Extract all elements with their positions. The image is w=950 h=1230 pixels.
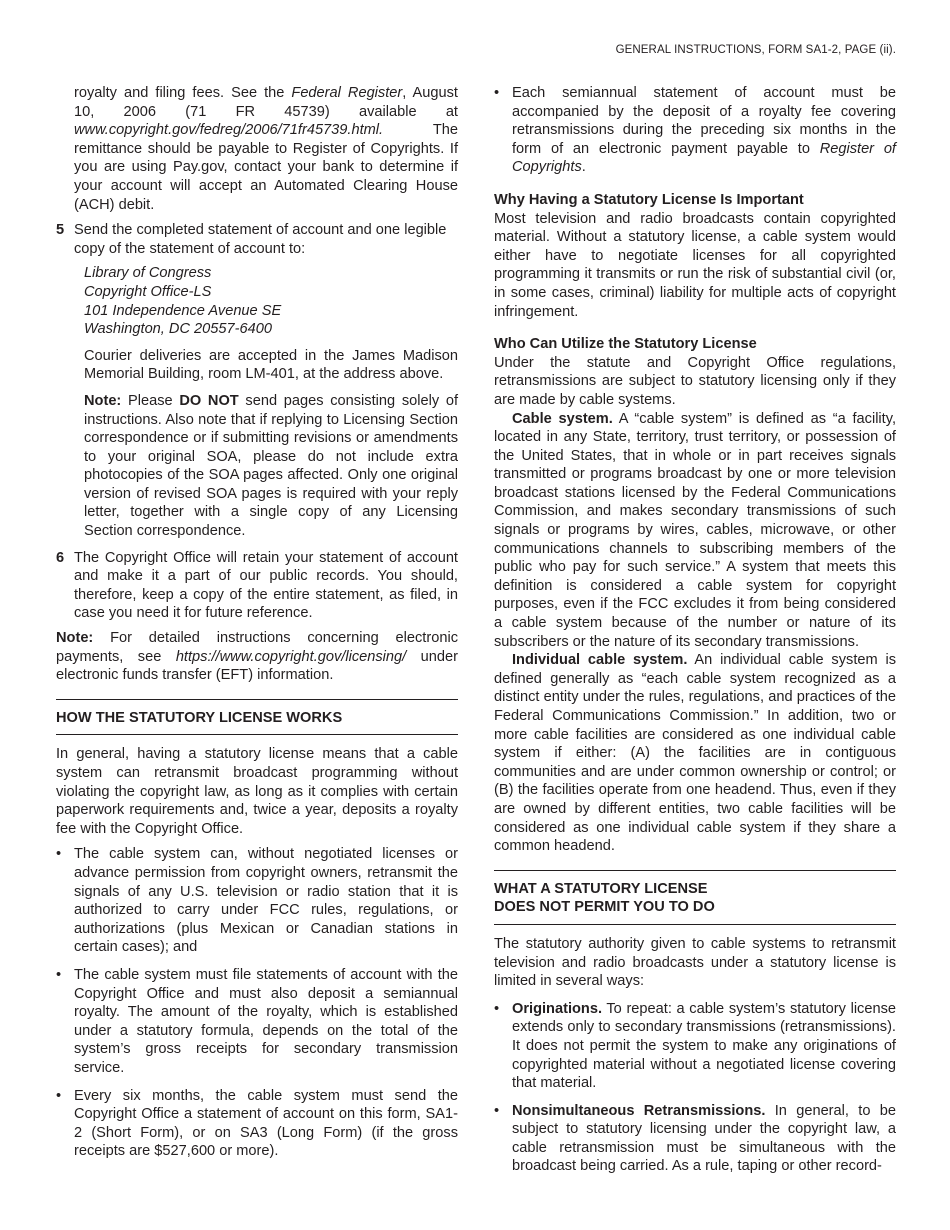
mailing-address <box>84 264 458 338</box>
item-5-number: 5 <box>56 222 65 239</box>
list-item: • Originations. To repeat: a cable system’s statutory license extends only to secondary transmissions (retransmissions). It does not permit the system to make any originations of copyrighted material without a negotiated license covering that material. <box>494 1000 896 1092</box>
fedreg-link[interactable]: www.copyright.gov/fedreg/2006/71fr45739.html. <box>74 122 384 139</box>
list-item: • Every six months, the cable system must send the Copyright Office a statement of account on this form, SA1-2 (Short Form), or on SA3 (Long Form) (if the gross receipts are $527,600 or more). <box>56 1087 458 1160</box>
address-line: Library of Congress <box>84 265 212 282</box>
item-5-text: Send the completed statement of account and one legible copy of the statement of account to: <box>74 222 447 257</box>
right-column <box>494 84 896 1176</box>
bullet-icon: • <box>494 1000 500 1017</box>
federal-register-ref: Federal Register <box>291 85 403 101</box>
list-item: • The cable system must file statements of account with the Copyright Office and must also deposit a semiannual royalty. The amount of the royalty, which is established under a statutory formula, depends on the total of the system’s gross receipts for secondary transmission service. <box>56 966 458 1076</box>
how-intro: In general, having a statutory license means that a cable system can retransmit broadcast programming without violating the copyright law, as long as it complies with certain paperwork requirements and, twice a year, deposits a royalty fee with the Copyright Office. <box>56 746 458 837</box>
individual-cable-system-definition: Individual cable system. An individual cable system is defined generally as “each cable system recognized as a distinct entity under the rules, regulations, and practices of the Federal Communications Commission.” In addition, two or more cable facilities are considered as one individual cable system if either: (A) the facilities are in contiguous communities and are under common ownership or control; or (B) the facilities operate from one headend. Thus, even if they are owned by different entities, two cable facilities will be considered as one individual cable system if they share a common headend. <box>494 652 896 855</box>
licensing-link[interactable]: https://www.copyright.gov/licensing/ <box>175 648 407 665</box>
running-head: GENERAL INSTRUCTIONS, FORM SA1-2, PAGE (ii). <box>615 44 896 56</box>
bullet-icon: • <box>494 85 500 101</box>
eft-note: Note: For detailed instructions concerning electronic payments, see https://www.copyright.gov/licensing/ under electronic funds transfer (EFT) information. <box>56 630 458 684</box>
list-item: • Nonsimultaneous Retransmissions. In general, to be subject to statutory licensing under the copyright law, a cable retransmission must be simultaneous with the broadcast being carried. As a rule, taping or other record- <box>494 1102 896 1175</box>
item-5 <box>56 221 458 258</box>
section-heading-how-license-works: HOW THE STATUTORY LICENSE WORKS <box>56 699 458 736</box>
list-item: • Each semiannual statement of account must be accompanied by the deposit of a royalty fee covering retransmissions during the preceding six months in the form of an electronic payment payable to Register of Copyrights. <box>494 85 896 176</box>
what-intro: The statutory authority given to cable systems to retransmit television and radio broadcasts under a statutory license is limited in several ways: <box>494 935 896 990</box>
bullet-icon: • <box>56 846 62 863</box>
cable-system-definition: Cable system. A “cable system” is defined as “a facility, located in any State, territory, trust territory, or possession of the United States, that in whole or in part receives signals transmitted or programs broadcast by one or more television broadcast stations licensed by the Federal Communications Commission, and makes secondary transmissions of such signals or programs by wires, cables, microwave, or other communications channels to subscribing members of the public who pay for such service.” A system that meets this definition is considered a cable system for copyright purposes, even if the FCC excludes it from being considered a cable system because of the number or nature of its subscribers or the nature of its secondary transmissions. <box>494 410 896 650</box>
item-6-number: 6 <box>56 549 65 566</box>
address-line: 101 Independence Avenue SE <box>84 302 282 319</box>
do-not-send-note: Note: Please DO NOT send pages consisting solely of instructions. Also note that if replying to Licensing Section correspondence or if submitting revisions or amendments to your original SOA, please do not include extra photocopies of the SOA pages affected. Only one original version of revised SOA pages is required with your reply letter, together with a single copy of any Licensing Section correspondence. <box>84 392 459 540</box>
section-heading-what-not-permitted: WHAT A STATUTORY LICENSE DOES NOT PERMIT YOU TO DO <box>494 870 896 925</box>
left-column <box>56 84 458 1161</box>
address-line: Washington, DC 20557-6400 <box>84 321 272 338</box>
bullet-icon: • <box>494 1102 500 1119</box>
heading-who-can-utilize: Who Can Utilize the Statutory License <box>494 336 757 353</box>
list-item: • The cable system can, without negotiated licenses or advance permission from copyright owners, retransmit the signals of any U.S. television or radio station that it is authorized to carry under FCC rules, regulations, or authorizations (plus Mexican or Canadian stations in certain cases); and <box>56 846 458 956</box>
courier-note: Courier deliveries are accepted in the James Madison Memorial Building, room LM-401, at the address above. <box>84 347 458 383</box>
heading-why-important: Why Having a Statutory License Is Important <box>494 191 804 208</box>
address-line: Copyright Office-LS <box>84 283 212 300</box>
paragraph-royalty-fees: royalty and filing fees. See the Federal Register, August 10, 2006 (71 FR 45739) available at www.copyright.gov/fedreg/2006/71fr45739.html. The remittance should be payable to Register of Copyrights. If you are using Pay.gov, contact your bank to determine if your account will accept an Automated Clearing House (ACH) debit. <box>74 85 458 213</box>
bullet-icon: • <box>56 1087 62 1104</box>
item-6 <box>56 549 458 623</box>
why-text: Most television and radio broadcasts contain copyrighted material. Without a statutory license, a cable system would either have to negotiate licenses for all copyrighted programming it transmits or run the risk of substantial civil (or, in some cases, criminal) liability for multiple acts of copyright infringement. <box>494 210 896 320</box>
who-text: Under the statute and Copyright Office regulations, retransmissions are subject to statutory licensing only if they are made by cable systems. <box>494 354 896 408</box>
bullet-icon: • <box>56 966 62 983</box>
item-6-text: The Copyright Office will retain your statement of account and make it a part of our public records. You should, therefore, keep a copy of the entire statement, as filed, in case you need it for future reference. <box>74 549 458 622</box>
